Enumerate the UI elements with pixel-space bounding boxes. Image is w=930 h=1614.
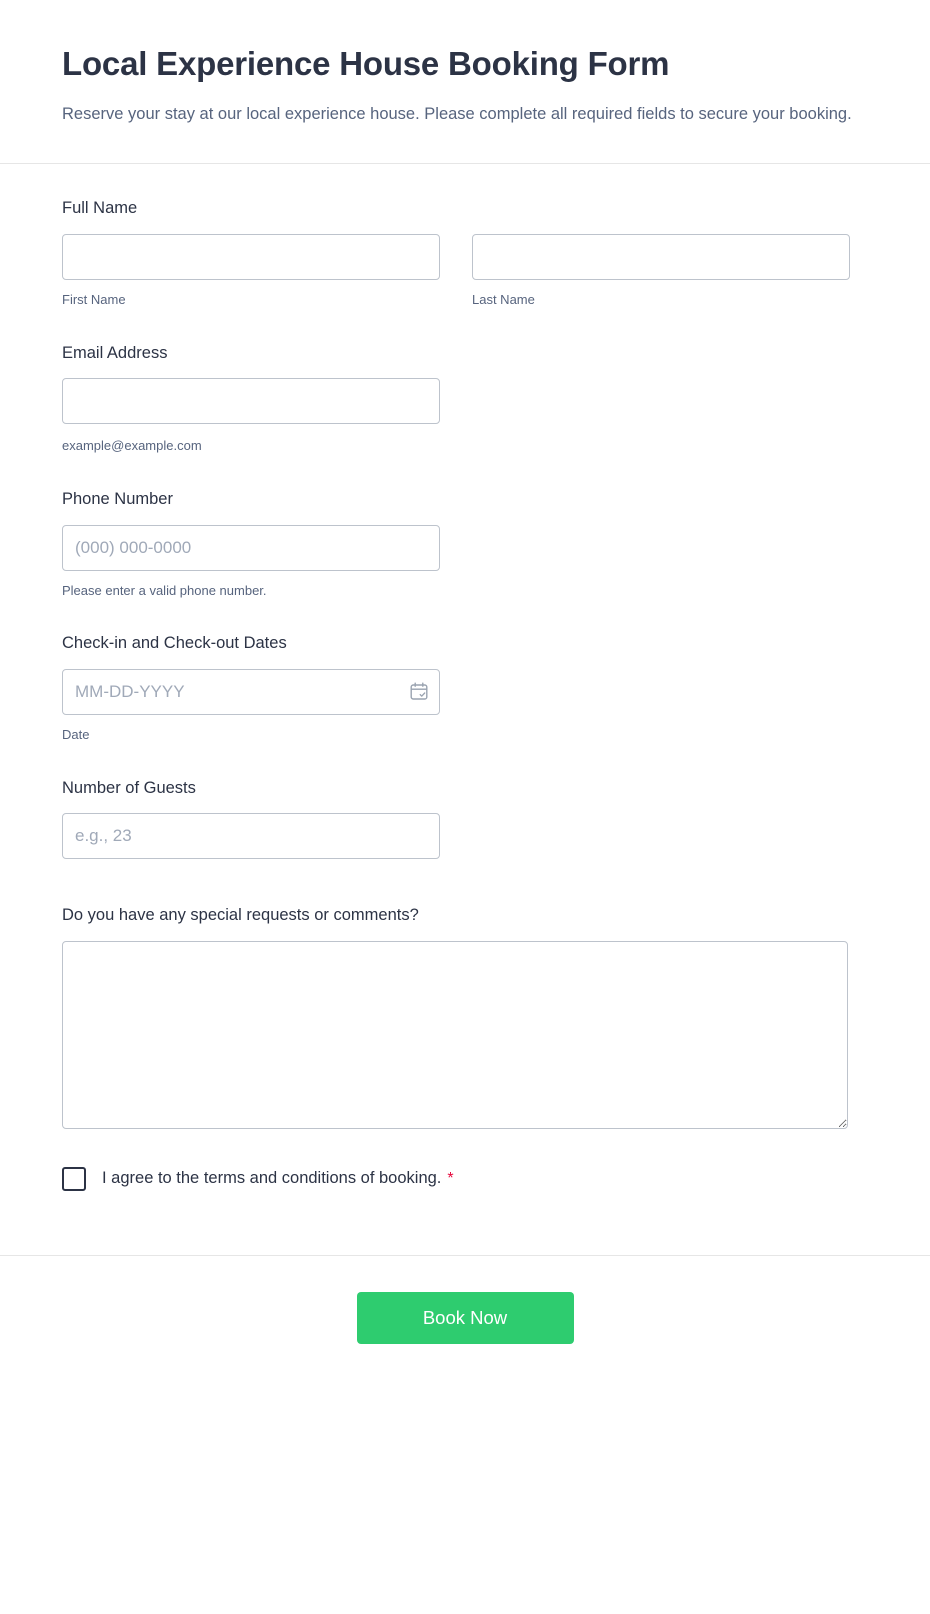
field-full-name xyxy=(62,198,868,308)
comments-label: Do you have any special requests or comments? xyxy=(62,906,419,925)
phone-input[interactable] xyxy=(62,525,440,571)
dates-label: Check-in and Check-out Dates xyxy=(62,634,287,653)
full-name-label: Full Name xyxy=(62,199,138,218)
first-name-input[interactable] xyxy=(62,234,440,280)
form-body xyxy=(0,164,930,1220)
dates-sublabel: Date xyxy=(62,726,90,742)
date-input-wrapper xyxy=(62,669,440,715)
date-input[interactable] xyxy=(62,669,440,715)
field-email xyxy=(62,343,868,455)
book-now-button[interactable]: Book Now xyxy=(357,1292,574,1344)
phone-sublabel: Please enter a valid phone number. xyxy=(62,582,267,598)
guests-input[interactable] xyxy=(62,813,440,859)
last-name-column xyxy=(472,234,852,309)
email-input[interactable] xyxy=(62,378,440,424)
terms-label: I agree to the terms and conditions of booking. xyxy=(102,1169,442,1188)
first-name-sublabel: First Name xyxy=(62,291,126,307)
full-name-row xyxy=(62,234,868,309)
comments-textarea[interactable] xyxy=(62,941,848,1129)
phone-label: Phone Number xyxy=(62,490,173,509)
last-name-sublabel: Last Name xyxy=(472,291,535,307)
terms-row[interactable] xyxy=(62,1167,868,1191)
field-comments xyxy=(62,905,868,1128)
email-label: Email Address xyxy=(62,343,168,362)
guests-label: Number of Guests xyxy=(62,778,196,797)
terms-checkbox[interactable] xyxy=(62,1167,86,1191)
field-guests xyxy=(62,778,868,859)
field-dates xyxy=(62,633,868,743)
email-sublabel: example@example.com xyxy=(62,438,202,454)
terms-required-marker: * xyxy=(447,1169,454,1187)
field-phone xyxy=(62,489,868,599)
form-header xyxy=(0,0,930,164)
first-name-column xyxy=(62,234,442,309)
last-name-input[interactable] xyxy=(472,234,850,280)
form-description: Reserve your stay at our local experience house. Please complete all required fields to secure your booking. xyxy=(62,104,852,123)
page-title: Local Experience House Booking Form xyxy=(62,45,670,82)
form-footer xyxy=(0,1255,930,1392)
